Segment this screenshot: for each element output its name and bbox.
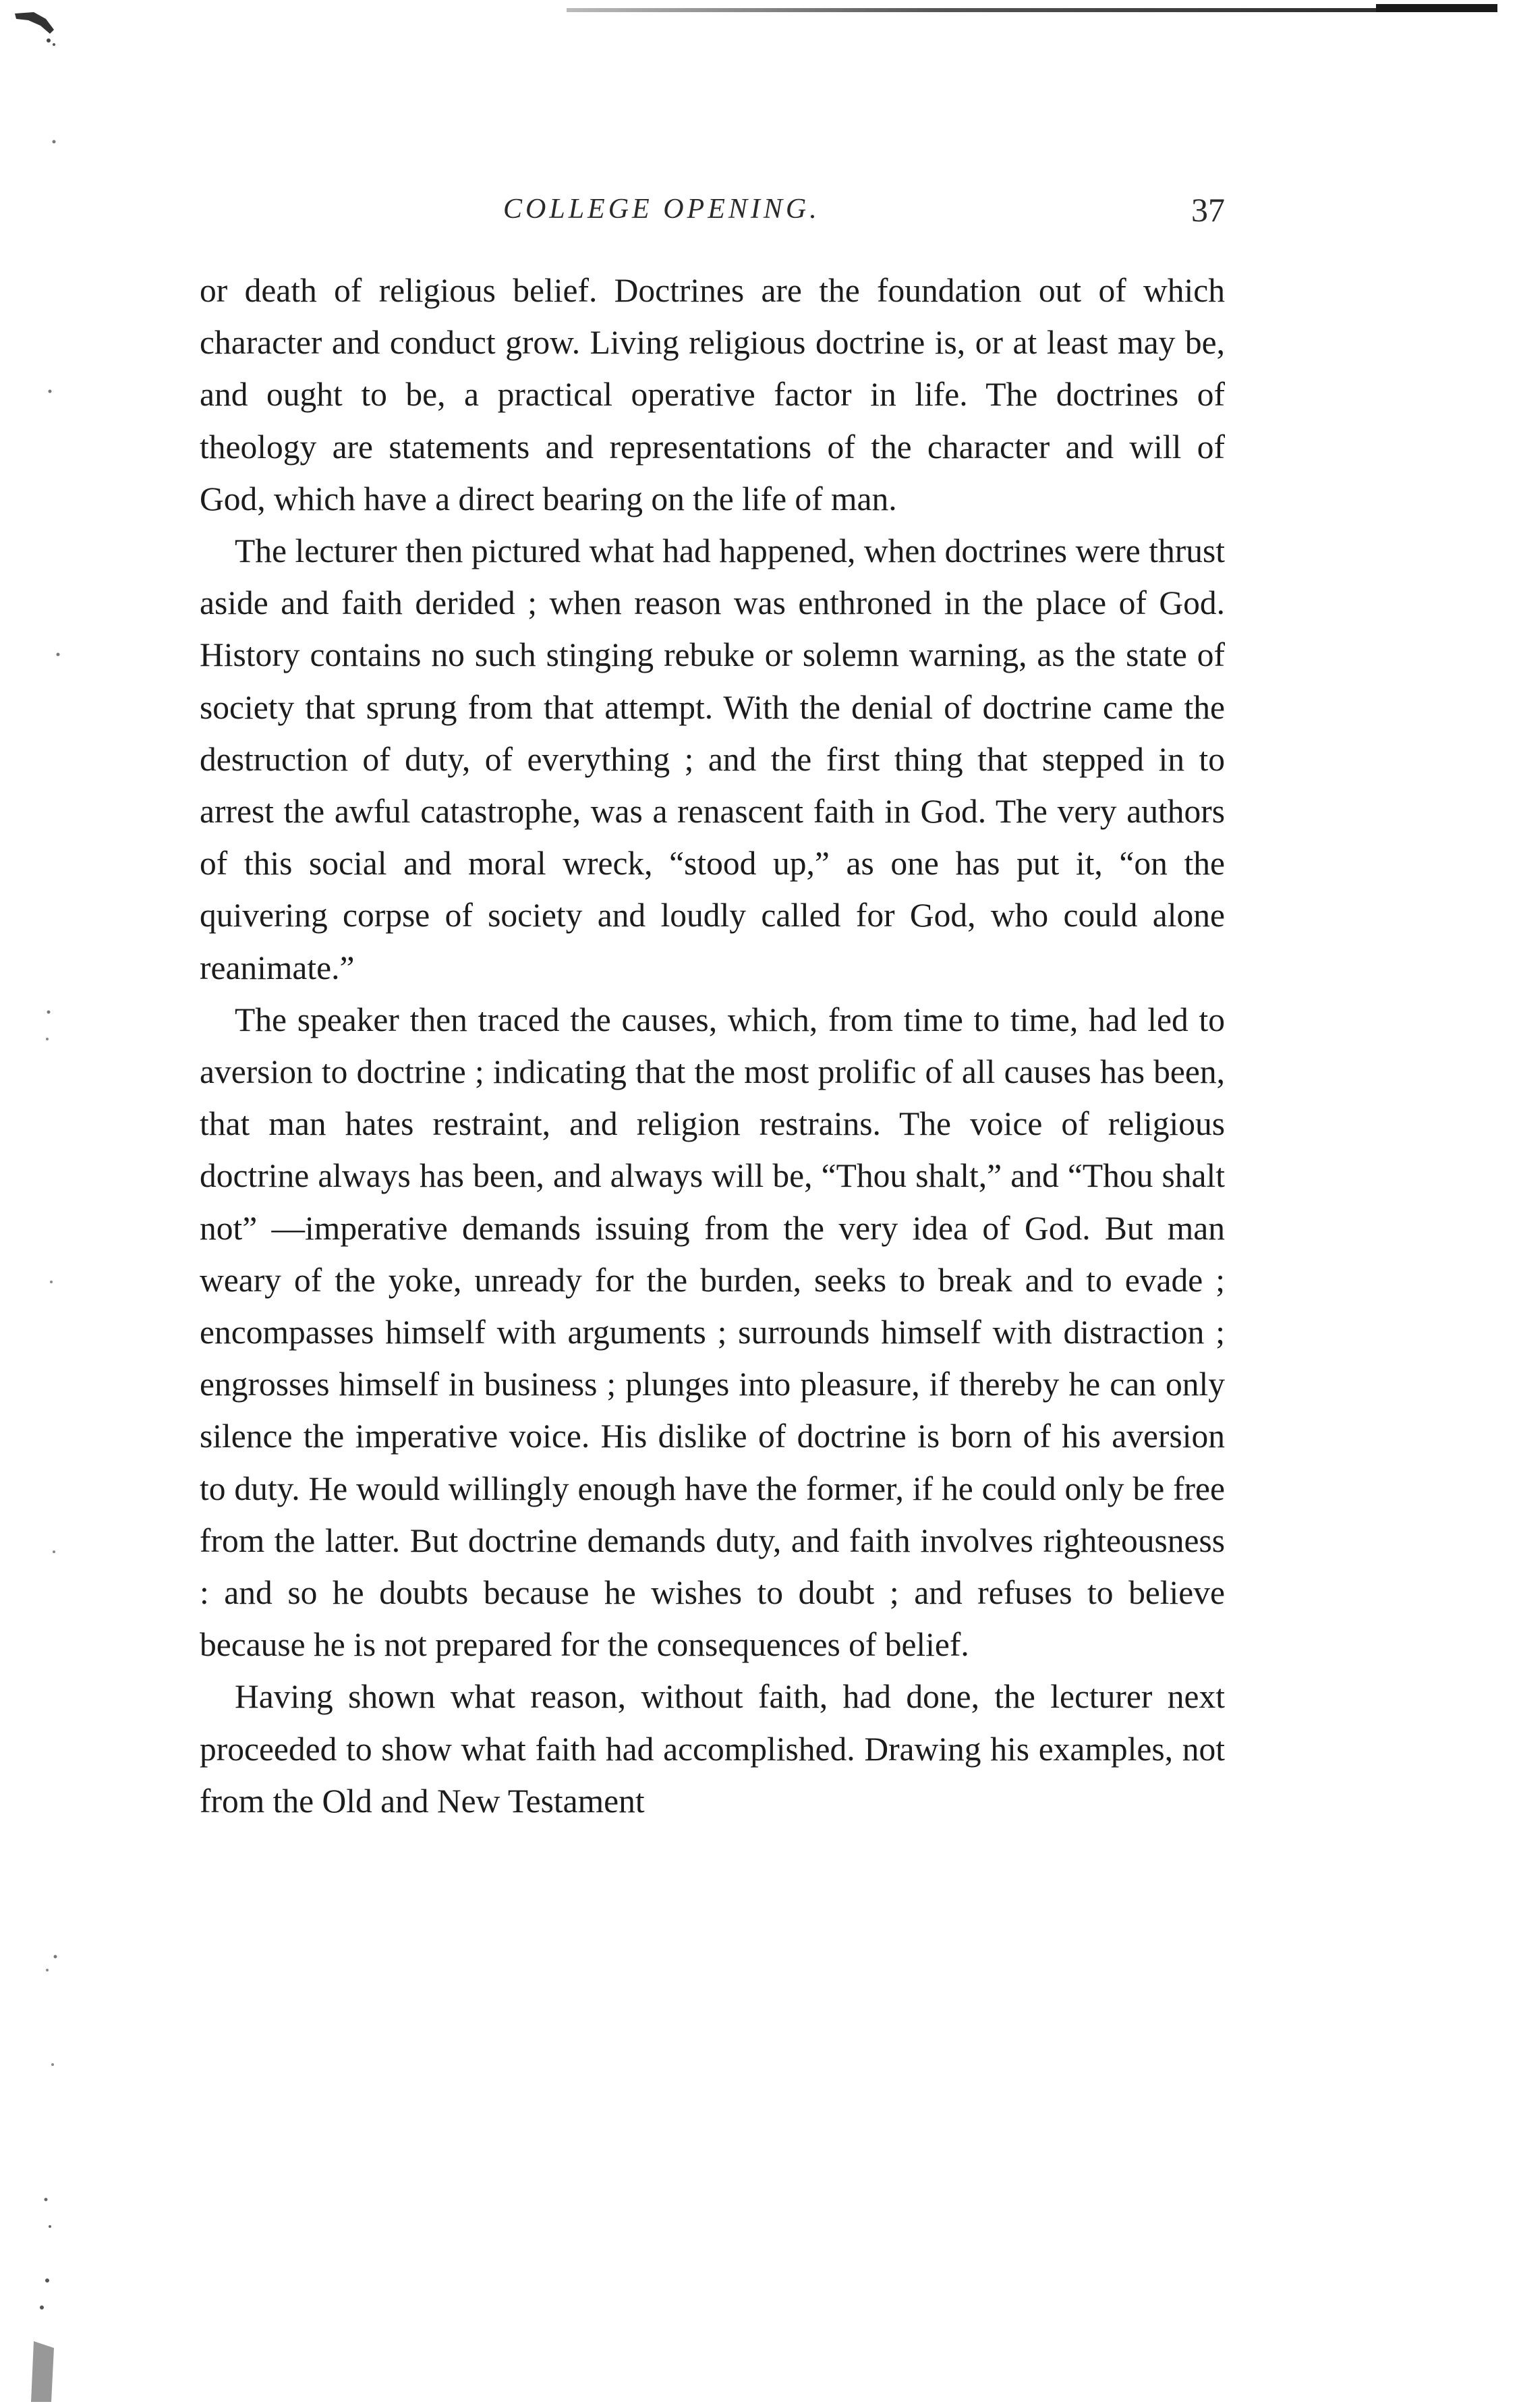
- top-scan-rule-thick: [1376, 4, 1497, 12]
- paragraph-1: or death of religious belief. Doctrines are the foundation out of which character and conduct grow. Living religious doctrine is, or at least may be, and ought to be, a practical operative factor in life. The doctrines of theology are statements and representations of the character and will of God, which have a direct bearing on the life of man.: [200, 272, 1225, 517]
- scan-edge-specks: [0, 0, 81, 2408]
- paragraph-3: The speaker then traced the causes, which, from time to time, had led to aversion to doctrine ; indicating that the most prolific of all causes has been, that man hates restraint, and religion restrains. The voice of religious doctrine always has been, and always will be, “Thou shalt,” and “Thou shalt not” —imperative demands issuing from the very idea of God. But man weary of the yoke, unready for the burden, seeks to break and to evade ; encompasses himself with arguments ; surrounds himself with distraction ; engrosses himself in business ; plunges into pleasure, if thereby he can only silence the imperative voice. His dislike of doctrine is born of his aversion to duty. He would willingly enough have the former, if he could only be free from the latter. But doctrine demands duty, and faith involves righteousness : and so he doubts because he wishes to doubt ; and refuses to believe because he is not prepared for the consequences of belief.: [200, 1001, 1225, 1664]
- paragraph-4: Having shown what reason, without faith, had done, the lecturer next proceeded to show what faith had accomplished. Drawing his examples, not from the Old and New Testament: [200, 1678, 1225, 1820]
- page-number: 37: [1191, 191, 1225, 229]
- running-head: COLLEGE OPENING.: [503, 194, 820, 225]
- paragraph-2: The lecturer then pictured what had happened, when doctrines were thrust aside and faith derided ; when reason was enthroned in the place of God. History contains no such stinging rebuke or solemn warning, as the state of society that sprung from that attempt. With the denial of doctrine came the destruction of duty, of everything ; and the first thing that stepped in to arrest the awful catastrophe, was a renascent faith in God. The very authors of this social and moral wreck, “stood up,” as one has put it, “on the quivering corpse of society and loudly called for God, who could alone reanimate.”: [200, 532, 1225, 986]
- page-header: [200, 193, 1225, 247]
- top-scan-rule: [567, 8, 1497, 12]
- body-text: [200, 264, 1225, 1827]
